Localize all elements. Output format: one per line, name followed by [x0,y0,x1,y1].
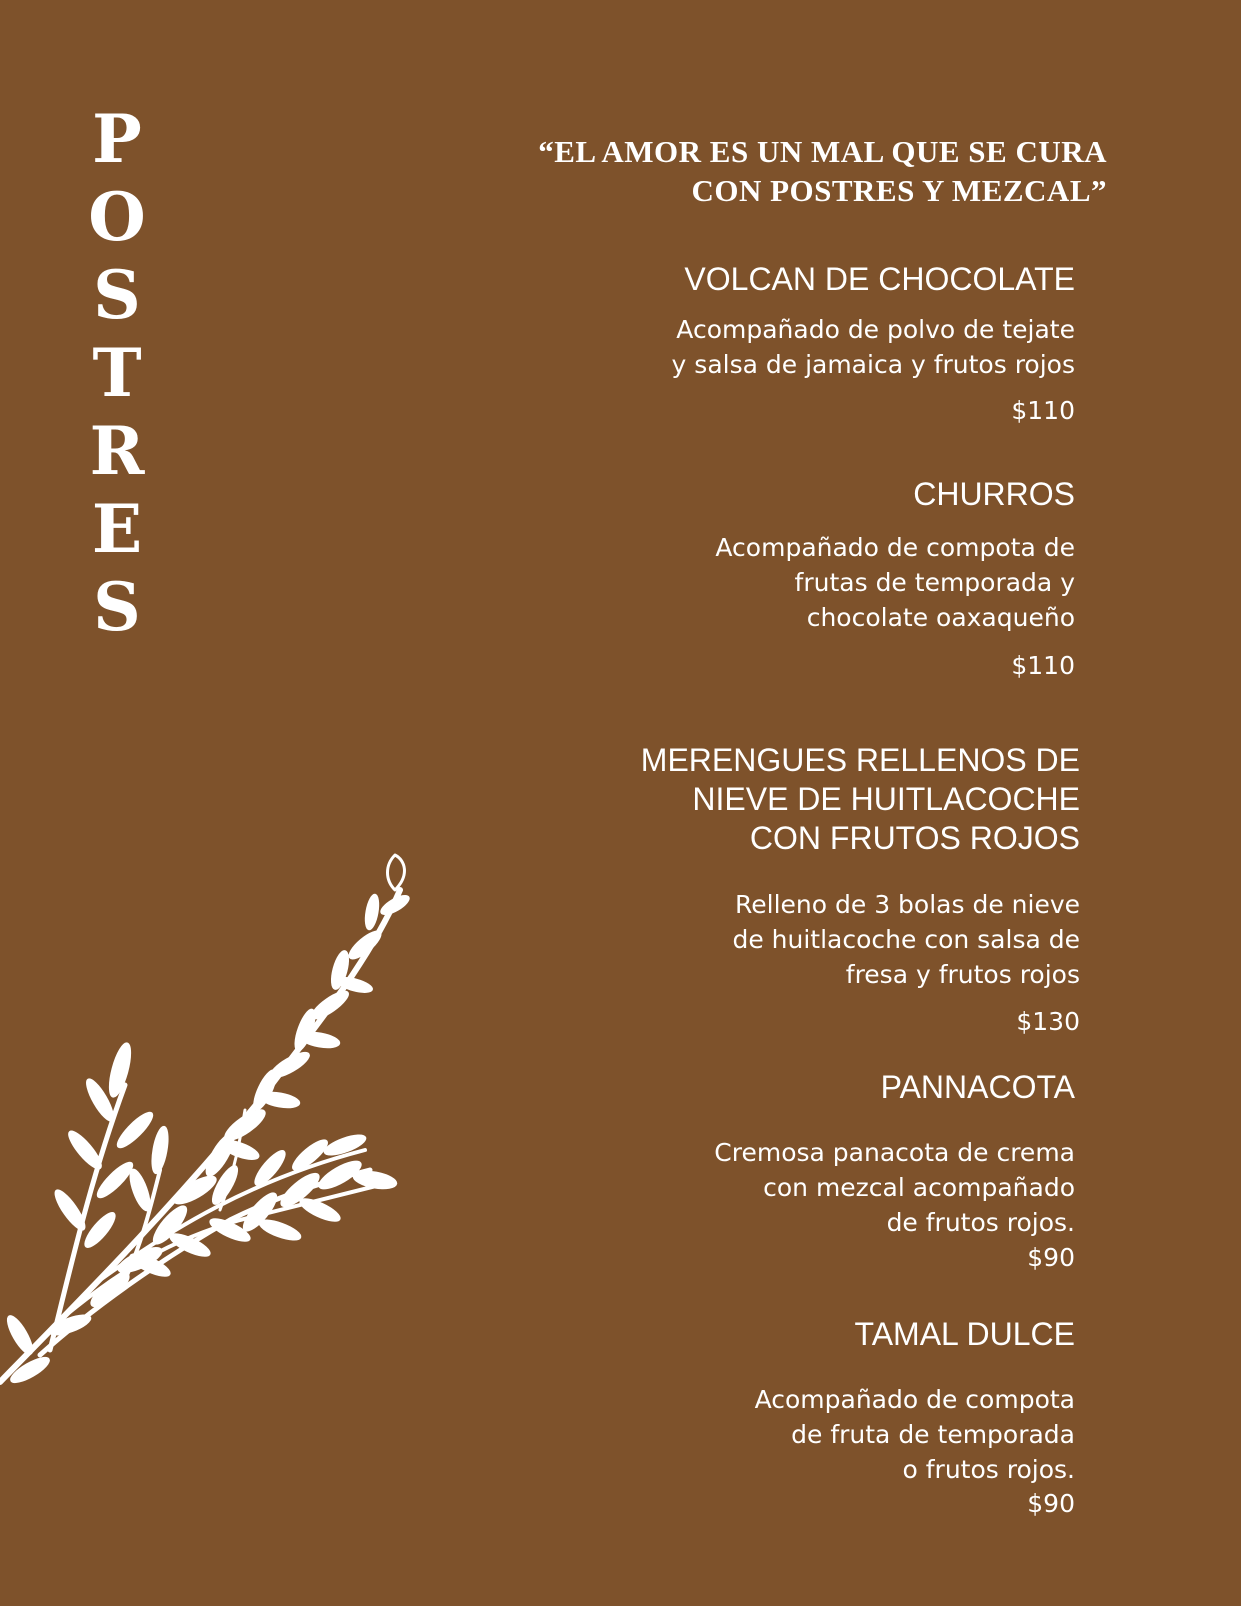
title-letter: S [93,256,141,334]
item-name-line: CON FRUTOS ROJOS [749,820,1080,856]
item-name-tamal-dulce [475,1315,1075,1354]
item-desc-line: con mezcal acompañado [763,1173,1075,1202]
item-desc-line: chocolate oaxaqueño [806,603,1075,632]
item-desc-line: Acompañado de compota [754,1385,1075,1414]
item-desc-line: fresa y frutos rojos [845,960,1080,989]
item-name-merengues [480,741,1080,858]
title-letter: O [88,178,146,256]
item-desc-line: Cremosa panacota de crema [714,1138,1075,1167]
item-name-volcan [475,260,1075,299]
item-desc-line: de fruta de temporada [791,1420,1075,1449]
item-desc-line: Relleno de 3 bolas de nieve [735,890,1080,919]
item-desc-volcan [475,312,1075,382]
item-desc-line: de huitlacoche con salsa de [732,925,1080,954]
item-desc-churros [475,530,1075,635]
item-name-line: TAMAL DULCE [854,1316,1075,1352]
item-desc-tamal-dulce [475,1382,1075,1487]
menu-title-vertical [62,100,172,646]
item-desc-merengues [480,887,1080,992]
title-letter: R [89,412,145,490]
title-letter: P [92,100,142,178]
item-price-volcan: $110 [1011,396,1075,425]
item-price-pannacota: $90 [1027,1243,1075,1272]
quote-line: CON POSTRES Y MEZCAL” [691,173,1107,208]
item-name-churros [475,475,1075,514]
item-desc-line: Acompañado de compota de [715,533,1075,562]
item-desc-line: y salsa de jamaica y frutos rojos [671,350,1075,379]
title-letter: T [92,334,142,412]
quote-line: “EL AMOR ES UN MAL QUE SE CURA [538,134,1107,169]
item-desc-line: o frutos rojos. [902,1455,1075,1484]
item-name-line: VOLCAN DE CHOCOLATE [684,261,1075,297]
item-name-line: MERENGUES RELLENOS DE [640,742,1080,778]
item-desc-line: frutas de temporada y [794,568,1075,597]
item-desc-line: de frutos rojos. [886,1208,1075,1237]
olive-branch-icon [0,850,440,1430]
item-desc-line: Acompañado de polvo de tejate [676,315,1075,344]
title-letter: S [93,568,141,646]
item-name-line: NIEVE DE HUITLACOCHE [692,781,1080,817]
item-price-churros: $110 [1011,651,1075,680]
menu-quote [467,132,1107,210]
item-name-line: PANNACOTA [880,1069,1075,1105]
item-name-pannacota [475,1068,1075,1107]
item-price-tamal-dulce: $90 [1027,1489,1075,1518]
item-desc-pannacota [475,1135,1075,1240]
item-price-merengues: $130 [1016,1007,1080,1036]
title-letter: E [91,490,143,568]
item-name-line: CHURROS [913,476,1075,512]
